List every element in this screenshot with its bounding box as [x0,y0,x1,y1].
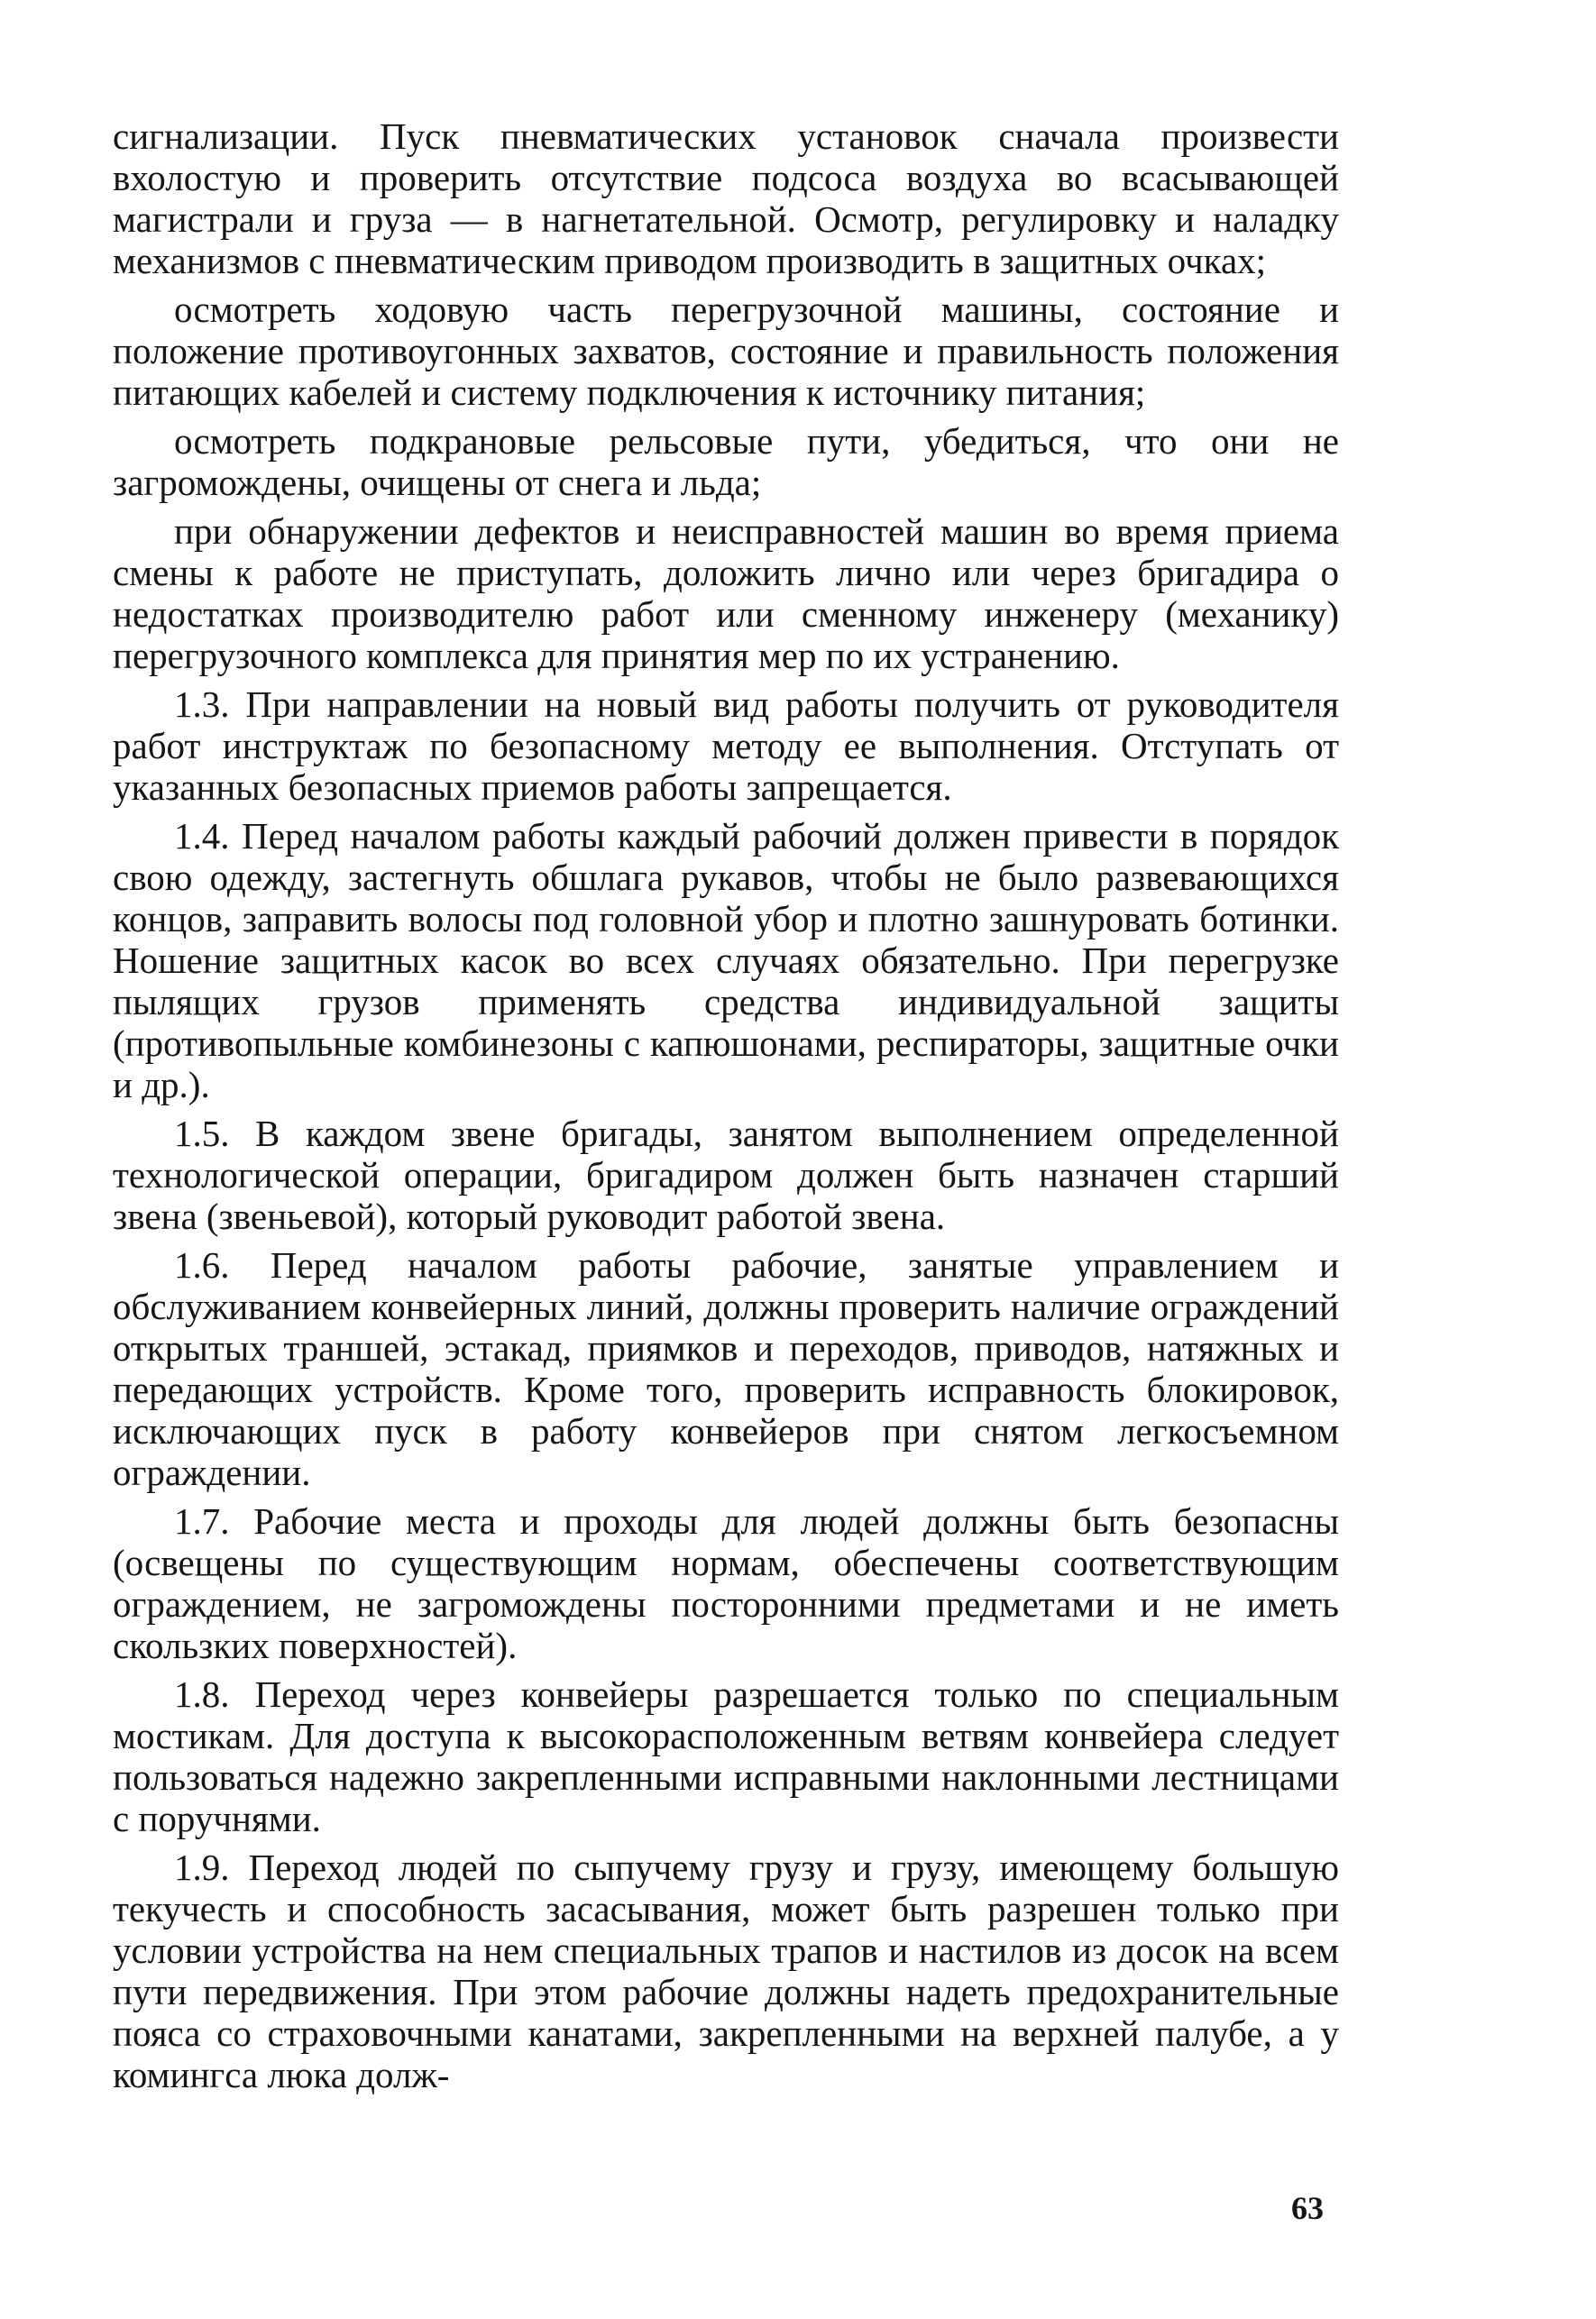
paragraph-1-9: 1.9. Переход людей по сыпучему грузу и грузу, имеющему большую текучесть и способность засасывания, может быть разрешен только при условии устройства на нем специальных трапов и настилов из досок на всем пути передвижения. При этом рабочие должны надеть предохранительные пояса со страховочными канатами, закрепленными на верхней палубе, а у комингса люка долж- [113,1847,1339,2095]
paragraph-1-6: 1.6. Перед началом работы рабочие, занятые управлением и обслуживанием конвейерных линий, должны проверить наличие ограждений открытых траншей, эстакад, приямков и переходов, приводов, натяжных и передающих устройств. Кроме того, проверить исправность блокировок, исключающих пуск в работу конвейеров при снятом легкосъемном ограждении. [113,1244,1339,1493]
paragraph-1-8: 1.8. Переход через конвейеры разрешается только по специальным мостикам. Для доступа к высокорасположенным ветвям конвейера следует пользоваться надежно закрепленными исправными наклонными лестницами с поручнями. [113,1673,1339,1839]
paragraph-inspect-crane-rails: осмотреть подкрановые рельсовые пути, убедиться, что они не загромождены, очищены от снега и льда; [113,420,1339,503]
page-body [113,115,1339,2103]
paragraph-1-3: 1.3. При направлении на новый вид работы получить от руководителя работ инструктаж по безопасному методу ее выполнения. Отступать от указанных безопасных приемов работы запрещается. [113,683,1339,808]
paragraph-defects-report: при обнаружении дефектов и неисправностей машин во время приема смены к работе не приступать, доложить лично или через бригадира о недостатках производителю работ или сменному инженеру (механику) перегрузочного комплекса для принятия мер по их устранению. [113,510,1339,676]
paragraph-1-4: 1.4. Перед началом работы каждый рабочий должен привести в порядок свою одежду, застегнуть обшлага рукавов, чтобы не было развевающихся концов, заправить волосы под головной убор и плотно зашнуровать ботинки. Ношение защитных касок во всех случаях обязательно. При перегрузке пылящих грузов применять средства индивидуальной защиты (противопыльные комбинезоны с капюшонами, респираторы, защитные очки и др.). [113,815,1339,1105]
paragraph-1-5: 1.5. В каждом звене бригады, занятом выполнением определенной технологической операции, бригадиром должен быть назначен старший звена (звеньевой), который руководит работой звена. [113,1113,1339,1237]
paragraph-signalization: сигнализации. Пуск пневматических установок сначала произвести вхолостую и проверить отсутствие подсоса воздуха во всасывающей магистрали и груза — в нагнетательной. Осмотр, регулировку и наладку механизмов с пневматическим приводом производить в защитных очках; [113,115,1339,281]
paragraph-1-7: 1.7. Рабочие места и проходы для людей должны быть безопасны (освещены по существующим нормам, обеспечены соответствующим ограждением, не загромождены посторонними предметами и не иметь скользких поверхностей). [113,1500,1339,1666]
page-number: 63 [1291,2190,1324,2226]
paragraph-inspect-running-gear: осмотреть ходовую часть перегрузочной машины, состояние и положение противоугонных захватов, состояние и правильность положения питающих кабелей и систему подключения к источнику питания; [113,289,1339,413]
